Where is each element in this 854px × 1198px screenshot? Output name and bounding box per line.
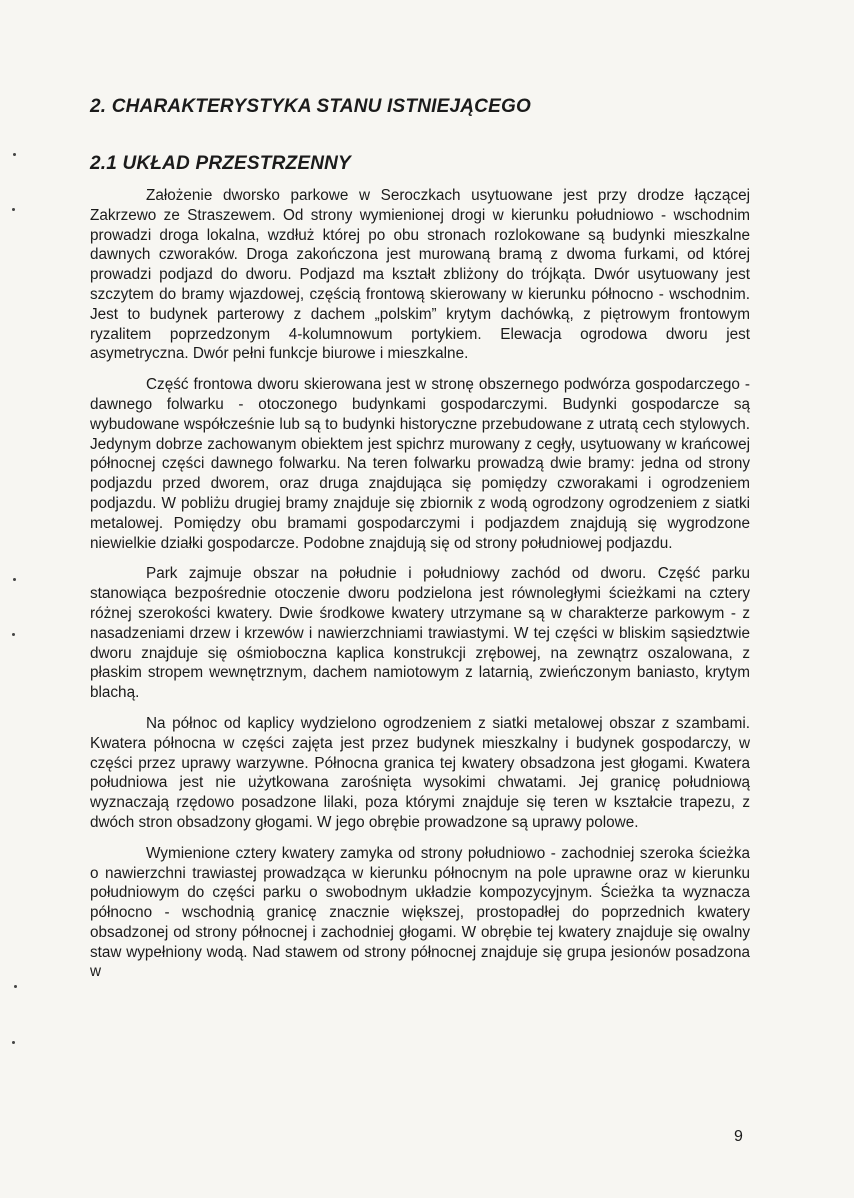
scan-speck (12, 633, 15, 636)
scan-speck (12, 208, 15, 211)
section-heading: 2. CHARAKTERYSTYKA STANU ISTNIEJĄCEGO (90, 96, 531, 117)
page-number: 9 (734, 1128, 743, 1145)
scan-speck (13, 153, 16, 156)
paragraph: Część frontowa dworu skierowana jest w stronę obszernego podwórza gospodarczego - dawnego folwarku - otoczonego budynkami gospodarczymi. Budynki gospodarcze są wybudowane współcześnie lub są to budynki historyczne przebudowane z utratą cech stylowych. Jedynym dobrze zachowanym obiektem jest spichrz murowany z cegły, usytuowany w krańcowej północnej części dawnego folwarku. Na teren folwarku prowadzą dwie bramy: jedna od strony podjazdu przed dworem, oraz druga znajdująca się pomiędzy czworakami i ogrodzeniem podjazdu. W pobliżu drugiej bramy znajduje się zbiornik z wodą ogrodzony ogrodzeniem z siatki metalowej. Pomiędzy obu bramami gospodarczymi i podjazdem znajdują się wygrodzone niewielkie działki gospodarcze. Podobne znajdują się od strony południowej podjazdu. (90, 376, 750, 552)
paragraph: Założenie dworsko parkowe w Seroczkach usytuowane jest przy drodze łączącej Zakrzewo ze Straszewem. Od strony wymienionej drogi w kierunku południowo - wschodnim prowadzi droga lokalna, wzdłuż której po obu stronach rozlokowane są budynki mieszkalne dawnych czworaków. Droga zakończona jest murowaną bramą z dwoma furkami, od której prowadzi podjazd do dworu. Podjazd ma kształt zbliżony do trójkąta. Dwór usytuowany jest szczytem do bramy wjazdowej, częścią frontową skierowany w kierunku północno - wschodnim. Jest to budynek parterowy z dachem „polskim” krytym dachówką, z piętrowym frontowym ryzalitem poprzedzonym 4-kolumnowum portykiem. Elewacja ogrodowa dworu jest asymetryczna. Dwór pełni funkcje biurowe i mieszkalne. (90, 187, 750, 363)
body-text (90, 186, 750, 993)
scan-speck (14, 985, 17, 988)
paragraph: Wymienione cztery kwatery zamyka od strony południowo - zachodniej szeroka ścieżka o nawierzchni trawiastej prowadząca w kierunku północnym na pole uprawne oraz w kierunku południowym do części parku o swobodnym układzie kompozycyjnym. Ścieżka ta wyznacza północno - wschodnią granicę znacznie większej, prostopadłej do poprzednich kwatery obsadzonej od strony północnej i zachodniej głogami. W obrębie tej kwatery znajduje się owalny staw wypełniony wodą. Nad stawem od strony północnej znajduje się grupa jesionów posadzona w (90, 844, 750, 981)
scan-speck (12, 1041, 15, 1044)
paragraph: Na północ od kaplicy wydzielono ogrodzeniem z siatki metalowej obszar z szambami. Kwatera północna w części zajęta jest przez budynek mieszkalny i budynek gospodarczy, w części przez uprawy warzywne. Północna granica tej kwatery obsadzona jest głogami. Kwatera południowa jest nie użytkowana zarośnięta wysokimi chwatami. Jej granicę południową wyznaczają rzędowo posadzone lilaki, poza którymi znajduje się teren w kształcie trapezu, z dwóch stron obsadzony głogami. W jego obrębie prowadzone są uprawy polowe. (90, 714, 750, 831)
subsection-heading: 2.1 UKŁAD PRZESTRZENNY (90, 153, 351, 174)
paragraph: Park zajmuje obszar na południe i południowy zachód od dworu. Część parku stanowiąca bezpośrednie otoczenie dworu podzielona jest równoległymi ścieżkami na cztery różnej szerokości kwatery. Dwie środkowe kwatery utrzymane są w charakterze parkowym - z nasadzeniami drzew i krzewów i nawierzchniami trawiastymi. W tej części w bliskim sąsiedztwie dworu znajduje się ośmioboczna kaplica konstrukcji zrębowej, na zewnątrz oszalowana, z płaskim stropem wewnętrznym, dachem namiotowym z latarnią, zwieńczonym baniasto, krytym blachą. (90, 565, 750, 702)
scan-speck (13, 578, 16, 581)
